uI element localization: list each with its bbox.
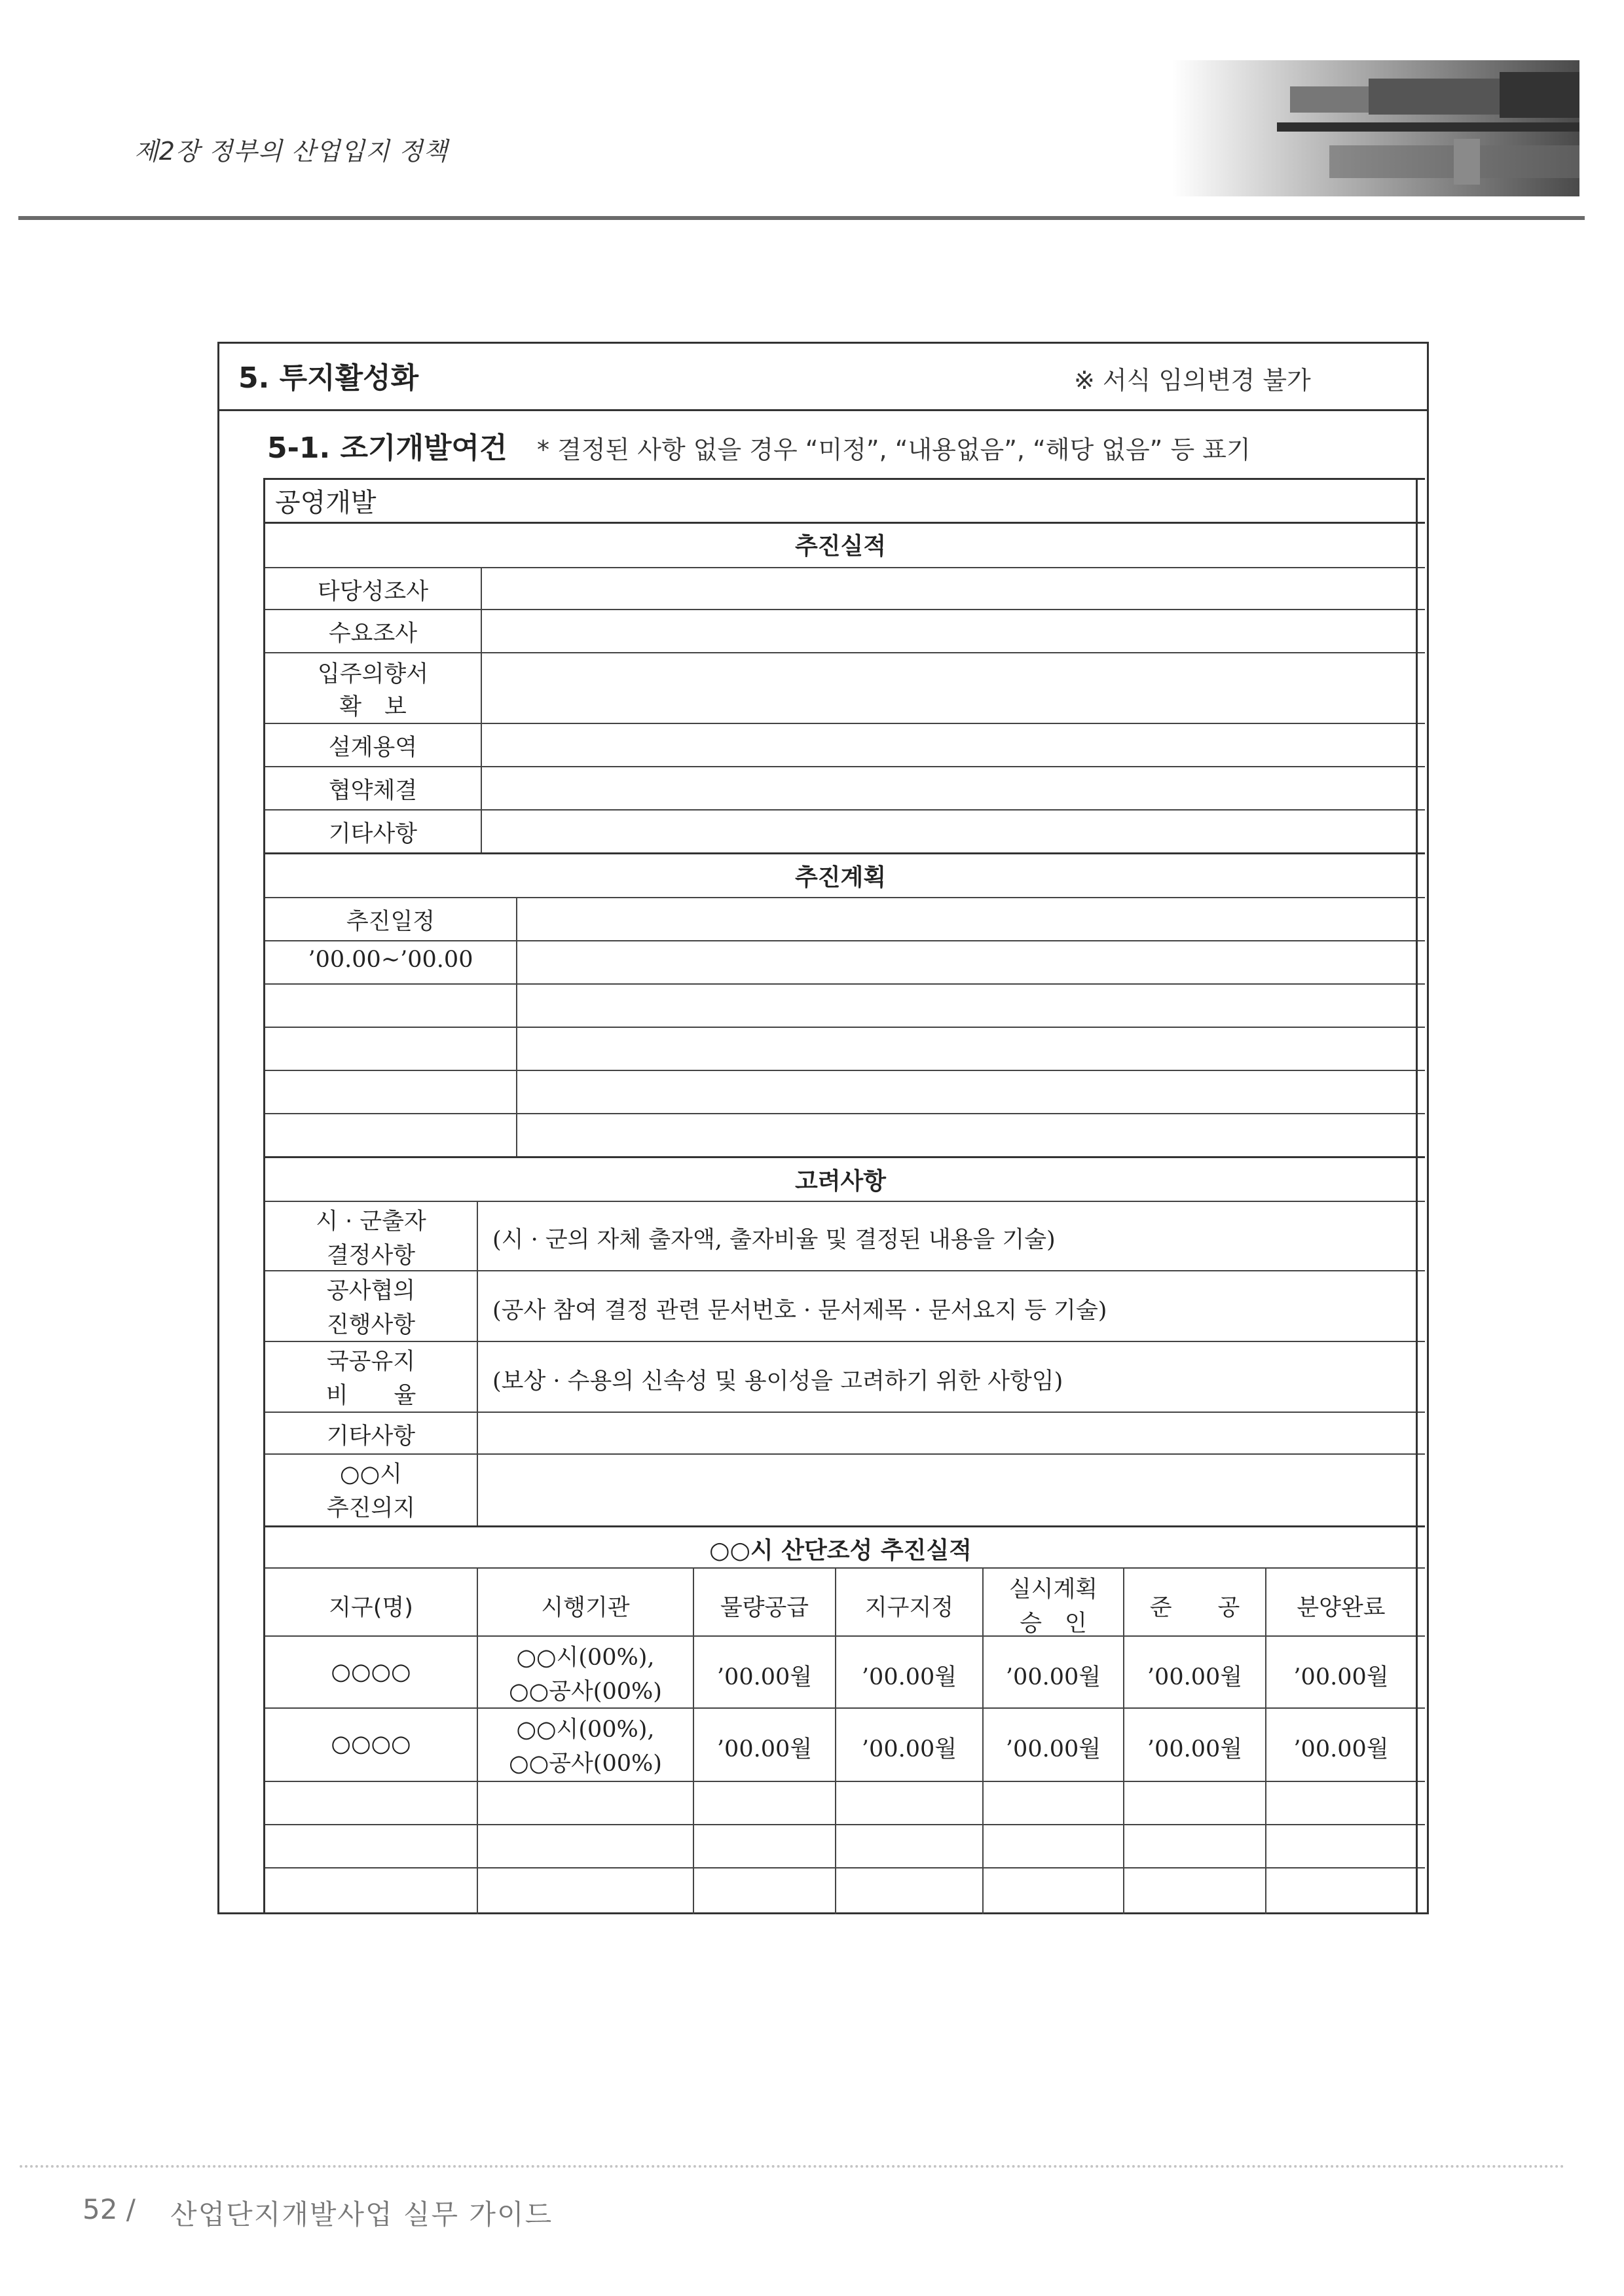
consideration-label: 추진의지 — [326, 1495, 416, 1522]
record-header: ○○시 산단조성 추진실적 — [709, 1537, 972, 1564]
consideration-label: 결정사항 — [326, 1243, 416, 1269]
rule — [265, 1113, 1425, 1114]
schedule-label: 추진일정 — [346, 909, 435, 935]
consideration-label: 기타사항 — [326, 1423, 416, 1449]
rule — [265, 1201, 1425, 1202]
sale-cell: ’00.00월 — [1293, 1736, 1389, 1762]
column-header: 시행기관 — [541, 1595, 630, 1621]
footer-rule — [20, 2165, 1565, 2168]
progress-row-label: 협약체결 — [328, 778, 418, 804]
column-header: 승 인 — [1020, 1611, 1087, 1637]
rule — [265, 1270, 1425, 1271]
designation-cell: ’00.00월 — [861, 1736, 957, 1762]
block-label: 공영개발 — [275, 488, 377, 518]
rule — [265, 1781, 1425, 1782]
rule — [265, 723, 1425, 724]
footer-title: 산업단지개발사업 실무 가이드 — [170, 2198, 553, 2231]
section-note: ※ 서식 임의변경 불가 — [1074, 366, 1311, 395]
consideration-content: (공사 참여 결정 관련 문서번호 · 문서제목 · 문서요지 등 기술) — [492, 1298, 1107, 1324]
rule — [265, 897, 1425, 898]
rule — [263, 1156, 1425, 1158]
approval-cell: ’00.00월 — [1005, 1736, 1101, 1762]
agency-cell: ○○시(00%), — [516, 1717, 655, 1743]
column-header: 분양완료 — [1297, 1595, 1386, 1621]
rule — [477, 1201, 478, 1525]
rule — [265, 1635, 1425, 1637]
district-cell: ○○○○ — [331, 1659, 411, 1685]
rule — [265, 940, 1425, 941]
rule — [265, 1453, 1425, 1455]
progress-row-label: 설계용역 — [328, 735, 418, 761]
rule — [265, 809, 1425, 811]
header-photo — [1172, 60, 1579, 196]
rule — [265, 1412, 1425, 1413]
rule — [265, 766, 1425, 767]
subsection-note: * 결정된 사항 없을 경우 “미정”, “내용없음”, “해당 없음” 등 표기 — [537, 435, 1251, 464]
consideration-label: 비 율 — [325, 1383, 416, 1409]
consideration-label: 진행사항 — [326, 1312, 416, 1338]
progress-row-label: 확 보 — [339, 694, 407, 720]
completion-cell: ’00.00월 — [1147, 1736, 1243, 1762]
progress-row-label: 입주의향서 — [317, 661, 429, 687]
rule — [265, 983, 1425, 985]
consideration-content: (보상 · 수용의 신속성 및 용이성을 고려하기 위한 사항임) — [492, 1368, 1063, 1394]
rule — [265, 1027, 1425, 1028]
agency-cell: ○○공사(00%) — [509, 1679, 662, 1705]
supply-cell: ’00.00월 — [716, 1664, 813, 1690]
rule — [265, 652, 1425, 653]
consideration-label: 공사협의 — [326, 1278, 416, 1304]
section-title: 5. 투지활성화 — [238, 361, 419, 395]
progress-row-label: 기타사항 — [328, 821, 418, 847]
rule — [265, 1867, 1425, 1868]
progress-header: 추진실적 — [794, 533, 887, 560]
supply-cell: ’00.00월 — [716, 1736, 813, 1762]
rule — [263, 522, 1425, 524]
rule — [265, 567, 1425, 568]
plan-header: 추진계획 — [794, 864, 887, 891]
rule — [1416, 478, 1418, 1914]
column-header: 물량공급 — [720, 1595, 809, 1621]
column-header: 실시계획 — [1008, 1576, 1098, 1603]
consideration-label: ○○시 — [340, 1461, 402, 1487]
rule — [265, 609, 1425, 610]
rule — [265, 1070, 1425, 1071]
progress-row-label: 타당성조사 — [317, 579, 429, 605]
district-cell: ○○○○ — [331, 1731, 411, 1757]
approval-cell: ’00.00월 — [1005, 1664, 1101, 1690]
consideration-label: 국공유지 — [326, 1349, 416, 1375]
considerations-header: 고려사항 — [794, 1168, 887, 1195]
column-header: 지구(명) — [329, 1595, 413, 1621]
completion-cell: ’00.00월 — [1147, 1664, 1243, 1690]
agency-cell: ○○공사(00%) — [509, 1751, 662, 1777]
consideration-content: (시 · 군의 자체 출자액, 출자비율 및 결정된 내용을 기술) — [492, 1227, 1056, 1253]
designation-cell: ’00.00월 — [861, 1664, 957, 1690]
sale-cell: ’00.00월 — [1293, 1664, 1389, 1690]
section-title-rule — [217, 409, 1429, 411]
rule — [263, 852, 1425, 854]
rule — [265, 1341, 1425, 1342]
header-rule — [18, 216, 1585, 220]
rule — [265, 1707, 1425, 1709]
rule — [263, 1525, 1425, 1527]
rule — [265, 1567, 1425, 1569]
column-header: 지구지정 — [864, 1595, 954, 1621]
progress-row-label: 수요조사 — [328, 621, 418, 647]
rule — [265, 1824, 1425, 1825]
rule — [481, 567, 482, 852]
rule — [516, 897, 517, 1156]
column-header: 준 공 — [1149, 1595, 1240, 1621]
schedule-value: ’00.00~’00.00 — [308, 947, 473, 973]
page-number: 52 / — [83, 2193, 136, 2225]
agency-cell: ○○시(00%), — [516, 1645, 655, 1671]
chapter-title: 제2장 정부의 산업입지 정책 — [134, 137, 449, 166]
subsection-title: 5-1. 조기개발여건 — [267, 431, 507, 465]
consideration-label: 시 · 군출자 — [316, 1209, 426, 1235]
